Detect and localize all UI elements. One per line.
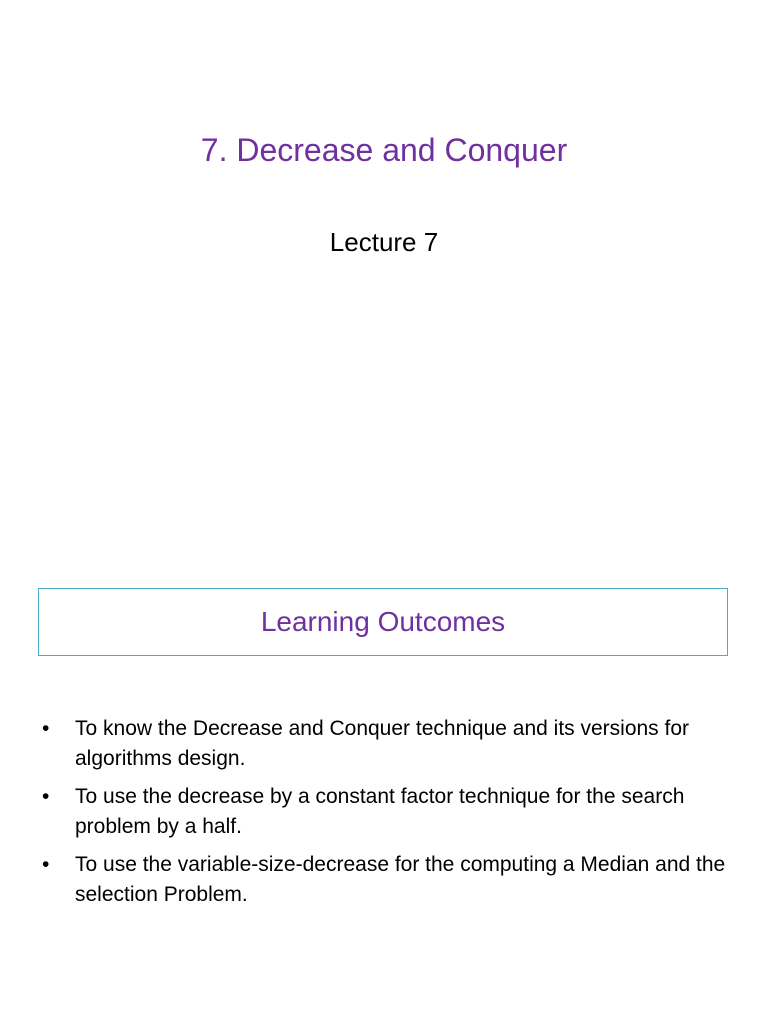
outcome-item: [40, 782, 740, 842]
learning-outcomes-box: [38, 588, 728, 656]
outcome-text: To know the Decrease and Conquer technique and its versions for algorithms design.: [75, 717, 690, 770]
bullet-icon: •: [42, 717, 50, 740]
outcome-item: [40, 850, 740, 910]
learning-outcomes-heading: Learning Outcomes: [260, 606, 506, 637]
bullet-icon: •: [42, 785, 50, 808]
outcome-text: To use the decrease by a constant factor technique for the search problem by a half.: [75, 785, 685, 838]
slide-title: 7. Decrease and Conquer: [200, 132, 568, 168]
bullet-icon: •: [42, 853, 50, 876]
outcome-item: [40, 714, 740, 774]
outcomes-list: [40, 714, 740, 918]
slide-subtitle: Lecture 7: [329, 227, 439, 257]
outcome-text: To use the variable-size-decrease for the computing a Median and the selection Problem.: [75, 853, 726, 906]
